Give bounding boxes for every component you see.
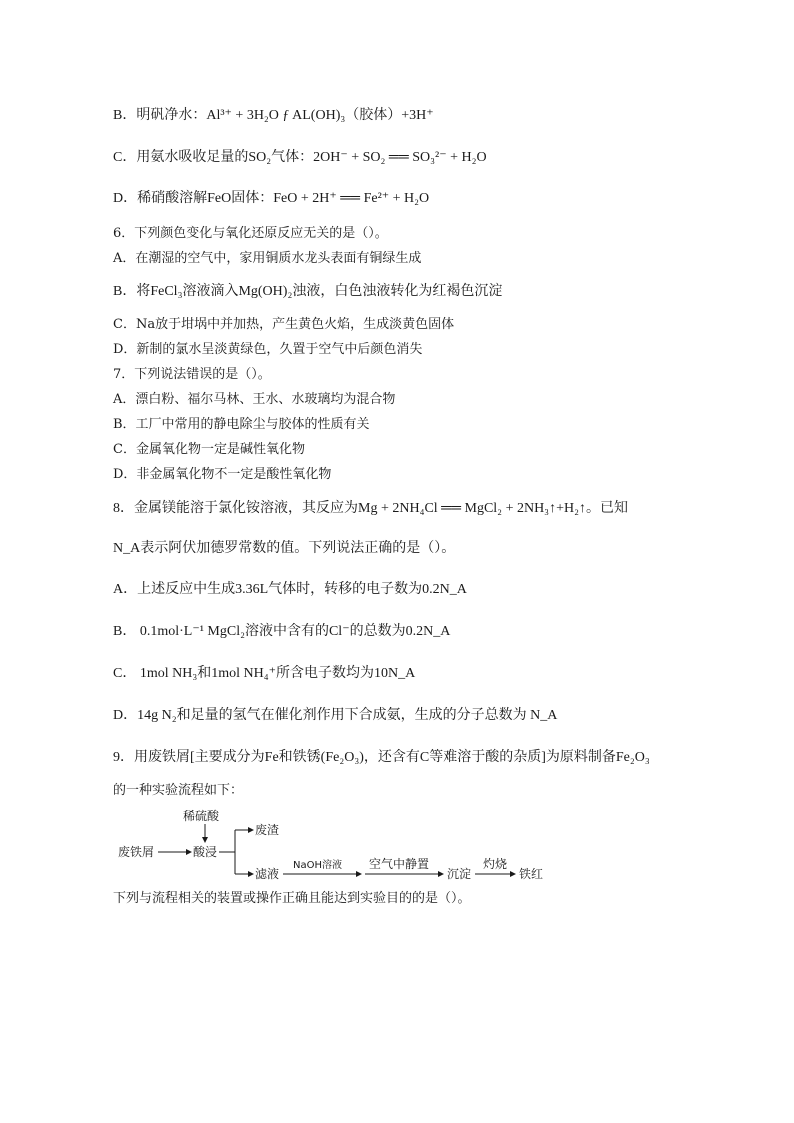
q8-option-a: A．上述反应中生成3.36L气体时，转移的电子数为0.2N_A [113, 582, 467, 597]
reagent-sulfuric-acid-label: 稀硫酸 [183, 809, 220, 823]
q6-option-a: A．在潮湿的空气中，家用铜质水龙头表面有铜绿生成 [113, 251, 422, 266]
acid-leach-step-label: 酸浸 [193, 845, 218, 859]
residue-label: 废渣 [255, 823, 280, 837]
q6-stem: 6．下列颜色变化与氧化还原反应无关的是（）。 [113, 226, 388, 241]
option-text: D．稀硝酸溶解FeO固体：FeO + 2H⁺ ══ Fe²⁺ + H₂O [113, 191, 430, 206]
q5-option-b [113, 106, 434, 126]
q9-question-line: 下列与流程相关的装置或操作正确且能达到实验目的的是（）。 [113, 891, 471, 906]
option-text: B．明矾净水：Al³⁺ + 3H₂O ƒ AL(OH)₃（胶体）+3H⁺ [113, 108, 434, 123]
q9-stem-line1: 9．用废铁屑[主要成分为Fe和铁锈(Fe₂O₃)，还含有C等难溶于酸的杂质]为原料制备Fe₂O₃ [113, 750, 650, 765]
option-text: C．用氨水吸收足量的SO₂气体：2OH⁻ + SO₂ ══ SO₃²⁻ + H₂O [113, 150, 487, 165]
q7-option-b: B．工厂中常用的静电除尘与胶体的性质有关 [113, 417, 370, 432]
start-material-label: 废铁屑 [118, 845, 155, 859]
q8-option-c: C． 1mol NH₃和1mol NH₄⁺所含电子数均为10N_A [113, 666, 416, 681]
q7-option-d: D．非金属氧化物不一定是酸性氧化物 [113, 467, 332, 482]
q6-option-b: B．将FeCl₃溶液滴入Mg(OH)₂浊液，白色浊液转化为红褐色沉淀 [113, 284, 503, 299]
q8-stem-line2: N_A表示阿伏加德罗常数的值。下列说法正确的是（）。 [113, 541, 456, 556]
naoh-reagent-label: NaOH溶液 [293, 860, 342, 871]
calcine-label: 灼烧 [483, 857, 508, 871]
q7-option-c: C．金属氧化物一定是碱性氧化物 [113, 442, 305, 457]
precipitate-label: 沉淀 [447, 867, 472, 881]
q8-option-d: D．14g N₂和足量的氢气在催化剂作用下合成氨，生成的分子总数为 N_A [113, 708, 558, 723]
q5-option-d [113, 189, 429, 209]
q8-stem-line1: 8．金属镁能溶于氯化铵溶液，其反应为Mg + 2NH₄Cl ══ MgCl₂ + 2NH₃↑+H₂↑。已知 [113, 501, 628, 516]
q6-option-d: D．新制的氯水呈淡黄绿色，久置于空气中后颜色消失 [113, 342, 423, 357]
q7-stem: 7．下列说法错误的是（）。 [113, 367, 271, 382]
q5-option-c [113, 148, 487, 168]
filtrate-label: 滤液 [255, 867, 280, 881]
q6-option-c: C．Na放于坩埚中并加热，产生黄色火焰，生成淡黄色固体 [113, 317, 455, 332]
q8-option-b: B． 0.1mol·L⁻¹ MgCl₂溶液中含有的Cl⁻的总数为0.2N_A [113, 624, 451, 639]
process-flowchart [113, 808, 563, 883]
q9-stem-line2: 的一种实验流程如下： [113, 783, 244, 798]
air-standing-label: 空气中静置 [369, 857, 430, 871]
product-label: 铁红 [519, 867, 544, 881]
q7-option-a: A．漂白粉、福尔马林、王水、水玻璃均为混合物 [113, 392, 396, 407]
